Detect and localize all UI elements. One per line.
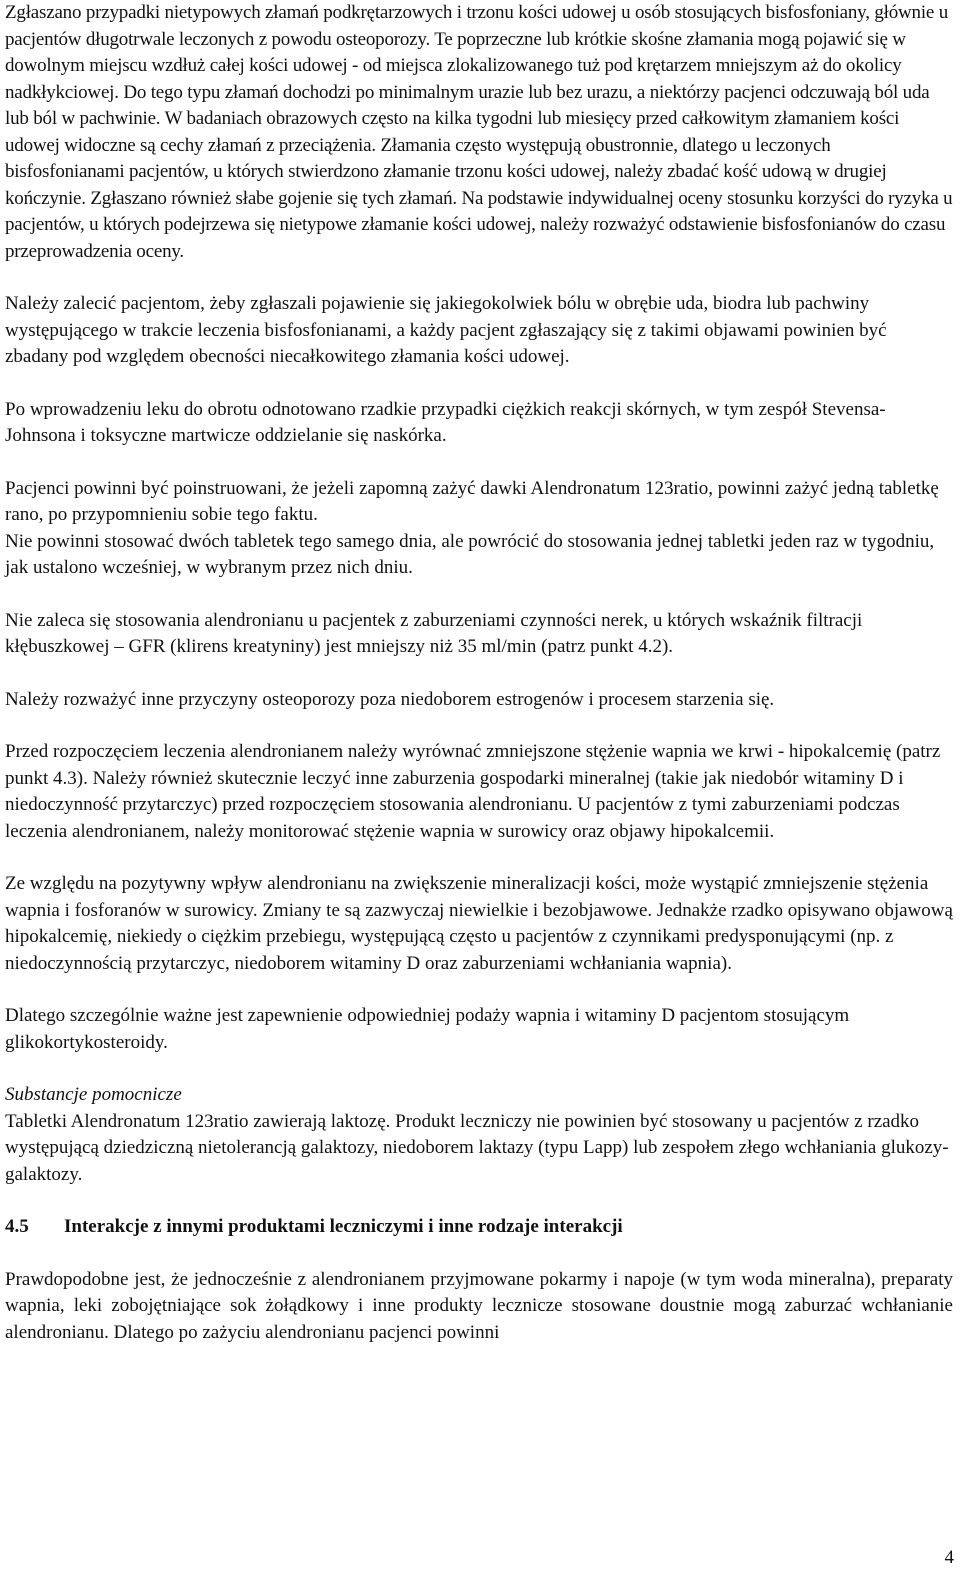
- paragraph-renal-impairment: Nie zaleca się stosowania alendronianu u pacjentek z zaburzeniami czynności nerek, u których wskaźnik filtracji kłębuszkowej – GFR (klirens kreatyniny) jest mniejszy niż 35 ml/min (patrz punkt 4.2).: [5, 609, 863, 657]
- section-number: 4.5: [5, 1216, 29, 1237]
- paragraph-skin-reactions: Po wprowadzeniu leku do obrotu odnotowano rzadkie przypadki ciężkich reakcji skórnych, w tym zespół Stevensa-Johnsona i toksyczne martwicze oddzielanie się naskórka.: [5, 398, 886, 446]
- paragraph-interactions: Prawdopodobne jest, że jednocześnie z alendronianem przyjmowane pokarmy i napoje (w tym woda mineralna), preparaty wapnia, leki zobojętniające sok żołądkowy i inne produkty lecznicze stosowane doustnie mogą zaburzać wchłanianie alendronianu. Dlatego po zażyciu alendronianu pacjenci powinni: [5, 1268, 953, 1343]
- page-number: 4: [944, 1547, 954, 1568]
- paragraph-double-dose: Nie powinni stosować dwóch tabletek tego samego dnia, ale powrócić do stosowania jednej tabletki jeden raz w tygodniu, jak ustalono wcześniej, w wybranym przez nich dniu.: [5, 530, 935, 578]
- paragraph-atypical-fractures: Zgłaszano przypadki nietypowych złamań podkrętarzowych i trzonu kości udowej u osób stosujących bisfosfoniany, głównie u pacjentów długotrwale leczonych z powodu osteoporozy. Te poprzeczne lub krótkie skośne złamania mogą pojawić się w dowolnym miejscu wzdłuż całej kości udowej - od miejsca zlokalizowanego tuż pod krętarzem mniejszym aż do okolicy nadkłykciowej. Do tego typu złamań dochodzi po minimalnym urazie lub bez urazu, a niektórzy pacjenci odczuwają ból uda lub ból w pachwinie. W badaniach obrazowych często na kilka tygodni lub miesięcy przed całkowitym złamaniem kości udowej widoczne są cechy złamań z przeciążenia. Złamania często występują obustronnie, dlatego u leczonych bisfosfonianami pacjentów, u których stwierdzono złamanie trzonu kości udowej, należy zbadać kość udową w drugiej kończynie. Zgłaszano również słabe gojenie się tych złamań. Na podstawie indywidualnej oceny stosunku korzyści do ryzyka u pacjentów, u których podejrzewa się nietypowe złamanie kości udowej, należy rozważyć odstawienie bisfosfonianów do czasu przeprowadzenia oceny.: [5, 2, 953, 262]
- section-heading: [5, 1214, 953, 1241]
- paragraph-patient-advice: Należy zalecić pacjentom, żeby zgłaszali pojawienie się jakiegokolwiek bólu w obrębie uda, biodra lub pachwiny występującego w trakcie leczenia bisfosfonianami, a każdy pacjent zgłaszający się z takimi objawami powinien być zbadany pod względem obecności niecałkowitego złamania kości udowej.: [5, 293, 887, 367]
- paragraph-mineralization: Ze względu na pozytywny wpływ alendronianu na zwiększenie mineralizacji kości, może wystąpić zmniejszenie stężenia wapnia i fosforanów w surowicy. Zmiany te są zazwyczaj niewielkie i bezobjawowe. Jednakże rzadko opisywano objawową hipokalcemię, niekiedy o ciężkim przebiegu, występującą często u pacjentów z czynnikami predysponującymi (np. z niedoczynnością przytarczyc, niedoborem witaminy D oraz zaburzeniami wchłaniania wapnia).: [5, 873, 953, 974]
- paragraph-missed-dose: Pacjenci powinni być poinstruowani, że jeżeli zapomną zażyć dawki Alendronatum 123ratio, powinni zażyć jedną tabletkę rano, po przypomnieniu sobie tego faktu.: [5, 477, 939, 525]
- paragraph-lactose: Tabletki Alendronatum 123ratio zawierają laktozę. Produkt leczniczy nie powinien być stosowany u pacjentów z rzadko występującą dziedziczną nietolerancją galaktozy, niedoborem laktazy (typu Lapp) lub zespołem złego wchłaniania glukozy-galaktozy.: [5, 1110, 949, 1185]
- section-title: Interakcje z innymi produktami leczniczymi i inne rodzaje interakcji: [64, 1216, 623, 1237]
- paragraph-other-causes: Należy rozważyć inne przyczyny osteoporozy poza niedoborem estrogenów i procesem starzenia się.: [5, 688, 775, 710]
- excipients-heading: Substancje pomocnicze: [5, 1084, 182, 1105]
- paragraph-corticosteroids: Dlatego szczególnie ważne jest zapewnienie odpowiedniej podaży wapnia i witaminy D pacjentom stosującym glikokortykosteroidy.: [5, 1005, 850, 1053]
- paragraph-hypocalcemia: Przed rozpoczęciem leczenia alendronianem należy wyrównać zmniejszone stężenie wapnia we krwi - hipokalcemię (patrz punkt 4.3). Należy również skutecznie leczyć inne zaburzenia gospodarki mineralnej (takie jak niedobór witaminy D i niedoczynność przytarczyc) przed rozpoczęciem stosowania alendronianu. U pacjentów z tymi zaburzeniami podczas leczenia alendronianem, należy monitorować stężenie wapnia w surowicy oraz objawy hipokalcemii.: [5, 741, 941, 842]
- document-page: [5, 0, 953, 1346]
